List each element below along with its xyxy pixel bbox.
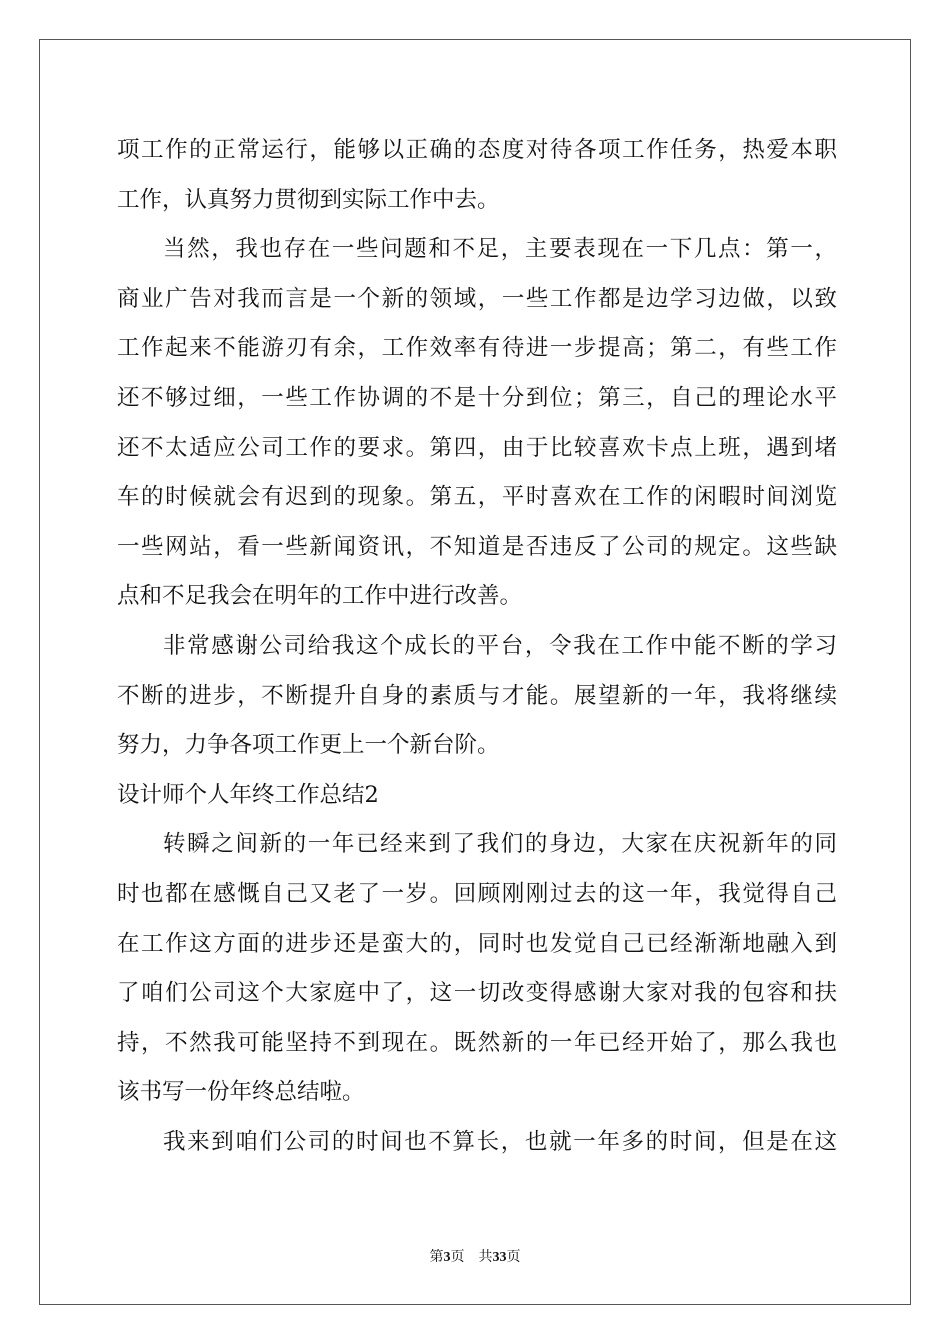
document-body xyxy=(117,126,837,1167)
text-line: 车的时候就会有迟到的现象。第五，平时喜欢在工作的闲暇时间浏览 xyxy=(117,484,837,511)
paragraph-first-line: 当然，我也存在一些问题和不足，主要表现在一下几点：第一， xyxy=(163,236,837,263)
total-prefix: 共 xyxy=(478,1250,493,1265)
text-line: 了咱们公司这个大家庭中了，这一切改变得感谢大家对我的包容和扶 xyxy=(117,980,837,1007)
page-total: 33 xyxy=(492,1250,507,1265)
text-line: 工作，认真努力贯彻到实际工作中去。 xyxy=(117,186,500,213)
page-prefix: 第 xyxy=(429,1250,444,1265)
text-line: 商业广告对我而言是一个新的领域，一些工作都是边学习边做，以致 xyxy=(117,285,837,312)
paragraph-first-line: 非常感谢公司给我这个成长的平台，令我在工作中能不断的学习 xyxy=(163,632,837,659)
text-line: 该书写一份年终总结啦。 xyxy=(117,1079,365,1106)
section-heading: 设计师个人年终工作总结2 xyxy=(117,781,379,808)
total-suffix: 页 xyxy=(506,1250,521,1265)
text-line: 一些网站，看一些新闻资讯，不知道是否违反了公司的规定。这些缺 xyxy=(117,533,837,560)
page-suffix: 页 xyxy=(450,1250,465,1265)
paragraph-first-line: 转瞬之间新的一年已经来到了我们的身边，大家在庆祝新年的同 xyxy=(163,831,837,858)
text-line: 点和不足我会在明年的工作中进行改善。 xyxy=(117,583,523,610)
text-line: 项工作的正常运行，能够以正确的态度对待各项工作任务，热爱本职 xyxy=(117,137,837,163)
text-line: 工作起来不能游刃有余，工作效率有待进一步提高；第二，有些工作 xyxy=(117,335,837,362)
page-current: 3 xyxy=(443,1250,451,1265)
text-line: 时也都在感慨自己又老了一岁。回顾刚刚过去的这一年，我觉得自己 xyxy=(117,880,837,907)
text-line: 持，不然我可能坚持不到现在。既然新的一年已经开始了，那么我也 xyxy=(117,1029,837,1056)
paragraph-first-line: 我来到咱们公司的时间也不算长，也就一年多的时间，但是在这 xyxy=(163,1128,837,1155)
text-line: 努力，力争各项工作更上一个新台阶。 xyxy=(117,732,500,759)
page-footer xyxy=(0,1246,950,1266)
text-line: 还不够过细，一些工作协调的不是十分到位；第三，自己的理论水平 xyxy=(117,384,837,411)
text-line: 还不太适应公司工作的要求。第四，由于比较喜欢卡点上班，遇到堵 xyxy=(117,434,837,461)
text-line: 在工作这方面的进步还是蛮大的，同时也发觉自己已经渐渐地融入到 xyxy=(117,930,837,957)
text-line: 不断的进步，不断提升自身的素质与才能。展望新的一年，我将继续 xyxy=(117,682,837,709)
